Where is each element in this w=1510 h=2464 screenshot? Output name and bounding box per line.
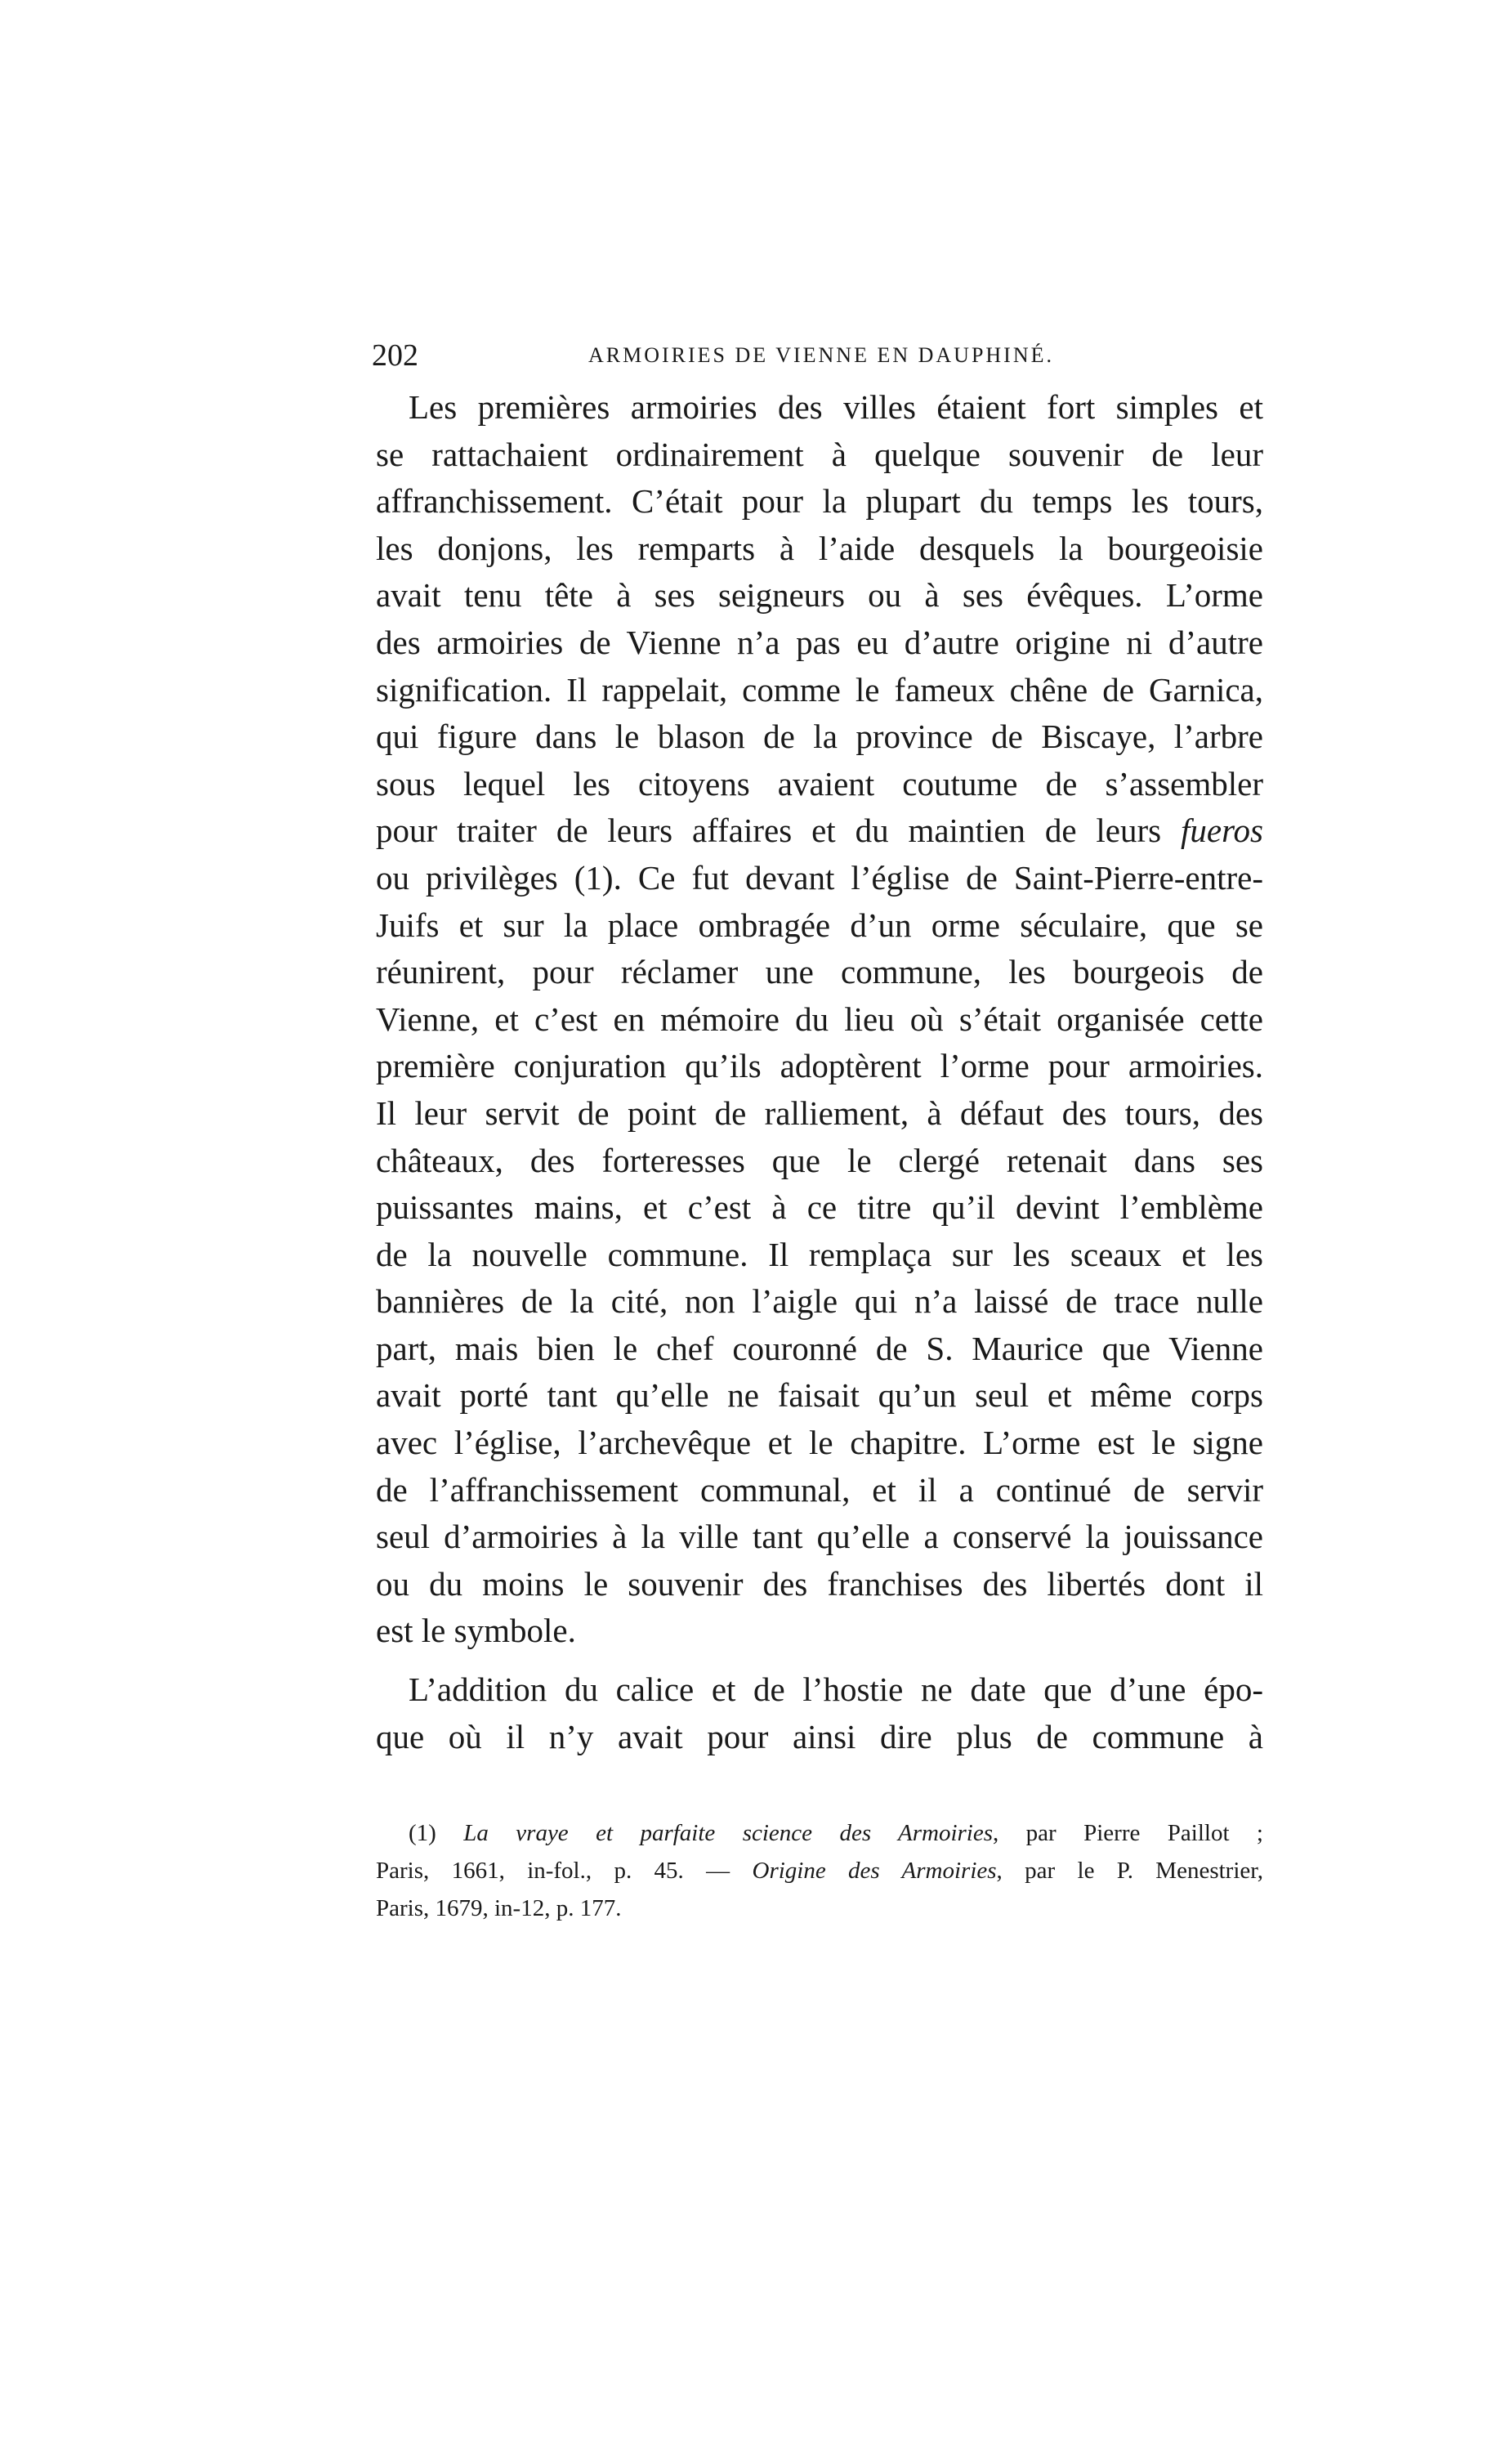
text-line: avec l’église, l’archevêque et le chapitre. L’orme est le signe	[376, 1424, 1263, 1462]
text-line: ou privilèges (1). Ce fut devant l’église de Saint-Pierre-entre-	[376, 858, 1263, 897]
text-line: Juifs et sur la place ombragée d’un orme séculaire, que se	[376, 906, 1263, 944]
text-line: L’addition du calice et de l’hostie ne date que d’une épo-	[409, 1670, 1263, 1709]
footnote-line	[376, 1852, 1263, 1889]
footnote	[376, 1814, 1263, 1927]
text-line: puissantes mains, et c’est à ce titre qu’il devint l’emblème	[376, 1188, 1263, 1227]
footnote-title: La vraye et parfaite science des Armoiries	[463, 1820, 993, 1846]
text-line: se rattachaient ordinairement à quelque souvenir de leur	[376, 435, 1263, 473]
text-line: sous lequel les citoyens avaient coutume de s’assembler	[376, 764, 1263, 803]
footnote-text: , par le P. Menestrier,	[996, 1858, 1263, 1884]
text-line: ou du moins le souvenir des franchises des libertés dont il	[376, 1564, 1263, 1603]
text-line: de l’affranchissement communal, et il a continué de servir	[376, 1470, 1263, 1509]
footnote-line	[376, 1814, 1263, 1852]
text-line: première conjuration qu’ils adoptèrent l’orme pour armoiries.	[376, 1047, 1263, 1085]
text-line-with-italic	[376, 807, 1263, 855]
running-head: ARMOIRIES DE VIENNE EN DAUPHINÉ.	[588, 343, 1054, 367]
body-text	[376, 384, 1263, 1760]
footnote-text: , par Pierre Paillot ;	[993, 1820, 1263, 1846]
text-line: bannières de la cité, non l’aigle qui n’a laissé de trace nulle	[376, 1282, 1263, 1321]
text-line: des armoiries de Vienne n’a pas eu d’autre origine ni d’autre	[376, 623, 1263, 661]
text-line: avait tenu tête à ses seigneurs ou à ses évêques. L’orme	[376, 576, 1263, 615]
page-header	[372, 331, 1230, 380]
italic-word: fueros	[1181, 812, 1263, 850]
text-line: réunirent, pour réclamer une commune, les bourgeois de	[376, 953, 1263, 991]
text-line: que où il n’y avait pour ainsi dire plus de commune à	[376, 1717, 1263, 1755]
footnote-text: Paris, 1661, in-fol., p. 45. —	[376, 1858, 753, 1884]
text-line: Il leur servit de point de ralliement, à défaut des tours, des	[376, 1093, 1263, 1132]
text-line: qui figure dans le blason de la province de Biscaye, l’arbre	[376, 718, 1263, 756]
footnote-title: Origine des Armoiries	[752, 1858, 997, 1884]
text-line: de la nouvelle commune. Il remplaça sur les sceaux et les	[376, 1235, 1263, 1273]
text-line: Les premières armoiries des villes étaient fort simples et	[409, 388, 1263, 426]
text-segment: pour traiter de leurs affaires et du maintien de leurs	[376, 812, 1182, 850]
footnote-line: Paris, 1679, in-12, p. 177.	[376, 1895, 622, 1921]
text-line: affranchissement. C’était pour la plupart du temps les tours,	[376, 482, 1263, 521]
text-line: les donjons, les remparts à l’aide desquels la bourgeoisie	[376, 529, 1263, 567]
text-line: signification. Il rappelait, comme le fameux chêne de Garnica,	[376, 670, 1263, 709]
footnote-marker: (1)	[409, 1820, 464, 1846]
text-line: est le symbole.	[376, 1612, 576, 1650]
text-line: part, mais bien le chef couronné de S. Maurice que Vienne	[376, 1329, 1263, 1367]
text-line: avait porté tant qu’elle ne faisait qu’un seul et même corps	[376, 1376, 1263, 1415]
text-line: Vienne, et c’est en mémoire du lieu où s’était organisée cette	[376, 999, 1263, 1038]
page-number: 202	[372, 338, 418, 373]
text-line: châteaux, des forteresses que le clergé retenait dans ses	[376, 1141, 1263, 1179]
paragraph-gap	[376, 1655, 1263, 1666]
text-line: seul d’armoiries à la ville tant qu’elle a conservé la jouissance	[376, 1518, 1263, 1556]
